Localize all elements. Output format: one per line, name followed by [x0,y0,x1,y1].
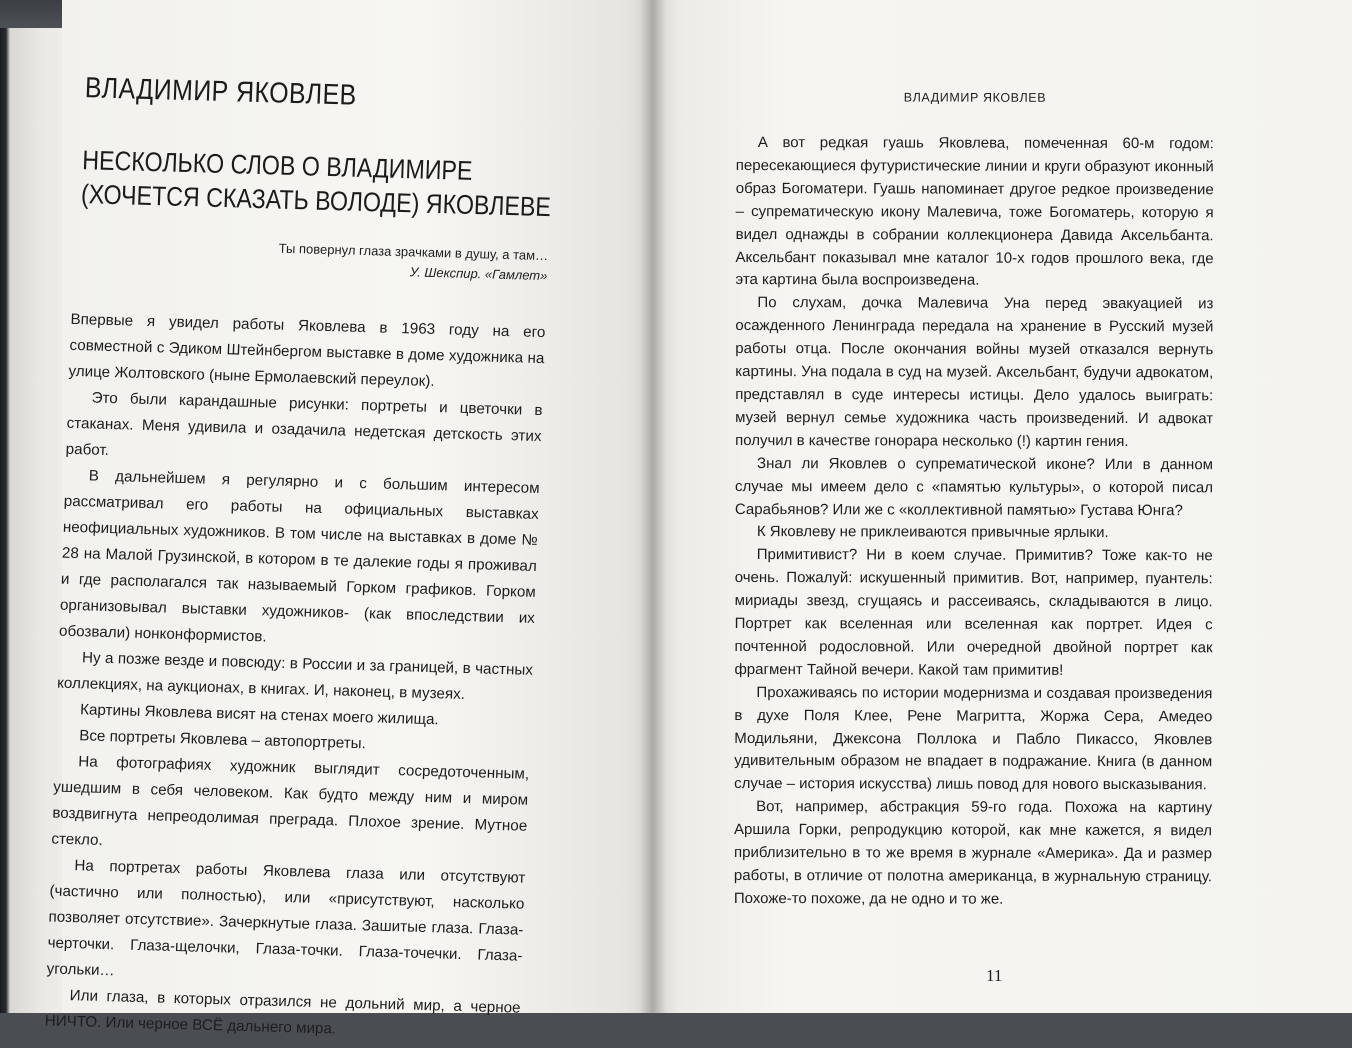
paragraph: Знал ли Яковлев о супрематической иконе? Или в данном случае мы имеем дело с «памятью культуры», о которой писал Сарабьянов? Или же с «коллективной памятью» Густава Юнга? [734,454,1214,519]
article-title-line-1: НЕСКОЛЬКО СЛОВ О ВЛАДИМИРЕ [81,145,473,186]
article-title [80,143,552,223]
epigraph-quote: Ты повернул глаза зрачками в душу, а там… [278,240,549,264]
author-heading: ВЛАДИМИР ЯКОВЛЕВ [84,72,358,112]
paragraph: К Яковлеву не приклеиваются привычные ярлыки. [756,523,1109,542]
paragraph: Впервые я увидел работы Яковлева в 1963 году на его совместной с Эдиком Штейнбергом выставке в доме художника на улице Жолтовского (ныне Ермолаевский переулок). [68,310,546,391]
epigraph [72,233,548,286]
article-title-line-2: (ХОЧЕТСЯ СКАЗАТЬ ВОЛОДЕ) ЯКОВЛЕВЕ [80,179,552,223]
paragraph: А вот редкая гуашь Яковлева, помеченная 60-м годом: пересекающиеся футуристические линии и круги образуют иконный образ Богоматери. Гуашь напоминает другое редкое произведение – супрематическую икону Малевича, тоже Богоматерь, которую я видел однажды в собрании коллекционера Давида Аксельбанта. Аксельбант показывал мне каталог 10-х годов прошлого века, где эта картина была воспроизведена. [735,134,1214,290]
paragraph: На фотографиях художник выглядит сосредоточенным, ушедшим в себя человеком. Как будто между ним и миром воздвигнута непреодолимая преграда. Плохое зрение. Мутное стекло. [51,753,530,849]
paragraph: Или глаза, в которых отразился не дольний мир, а черное НИЧТО. Или черное ВСЁ дальнего мира. [44,987,521,1038]
book-gutter [640,0,666,1013]
left-body-text [44,307,545,1048]
page-number: 11 [986,966,1003,985]
epigraph-attribution: У. Шекспир. «Гамлет» [409,264,548,284]
paragraph: По слухам, дочка Малевича Уна перед эвакуацией из осажденного Ленинграда передала на хранение в Русский музей работы отца. После окончания войны музей отказался вернуть картины. Уна подала в суд на музей. Аксельбант, будучи адвокатом, представлял в суде интересы истицы. Дело удалось выиграть: музей вернул семье художника часть произведений. И адвокат получил в качестве гонорара несколько (!) картин гения. [735,294,1214,450]
paragraph: Картины Яковлева висят на стенах моего жилища. [79,701,439,729]
paragraph: Это были карандашные рисунки: портреты и цветочки в стаканах. Меня удивила и озадачила недетская детскость этих работ. [65,389,543,459]
right-page-content [734,90,1214,912]
paragraph: Все портреты Яковлева – автопортреты. [78,727,367,753]
left-page-content [44,60,555,1048]
paragraph: На портретах работы Яковлева глаза или отсутствуют (частично или полностью), или «присутствуют, насколько позволяет отсутствие». Зачеркнутые глаза. Зашитые глаза. Глаза-черточки. Глаза-щелочки, Глаза-точки. Глаза-точечки. Глаза-угольки… [46,857,526,980]
paragraph: Вот, например, абстракция 59-го года. Похожа на картину Аршила Горки, репродукцию которой, как мне кажется, я видел приблизительно в то же время в журнале «Америка». Да и размер работы, в отличие от полотна американца, в журнальную страницу. Похоже-то похоже, да не одно и то же. [733,798,1213,908]
right-body-text [734,132,1214,912]
paragraph: Ну а позже везде и повсюду: в России и за границей, в частных коллекциях, на аукционах, в книгах. И, наконец, в музеях. [56,649,534,703]
running-head: ВЛАДИМИР ЯКОВЛЕВ [903,90,1047,105]
paragraph: В дальнейшем я регулярно и с большим интересом рассматривал его работы на официальных выставках неофициальных художников. В том числе на выставках в доме № 28 на Малой Грузинской, в котором в те далекие годы я проживал и где располагался так называемый Горком графиков. Горком организовывал выставки художников- (как впоследствии их обозвали) нонконформистов. [58,467,540,646]
paragraph: Примитивист? Ни в коем случае. Примитив? Тоже как-то не очень. Пожалуй: искушенный примитив. Вот, например, пуантель: мириады звезд, сгущаясь и рассеиваясь, складываются в лицо. Портрет как вселенная или вселенная как портрет. Идея с почтенной родословной. Или очередной двойной портрет как фрагмент Тайной вечери. Какой там примитив! [734,546,1213,679]
paragraph: Прохаживаясь по истории модернизма и создавая произведения в духе Поля Клее, Рене Магритта, Жоржа Сера, Амедео Модильяни, Джексона Поллока и Пабло Пикассо, Яковлев удивительным образом не впадает в подражание. Книга (в данном случае – история искусства) лишь повод для нового высказывания. [734,683,1213,794]
